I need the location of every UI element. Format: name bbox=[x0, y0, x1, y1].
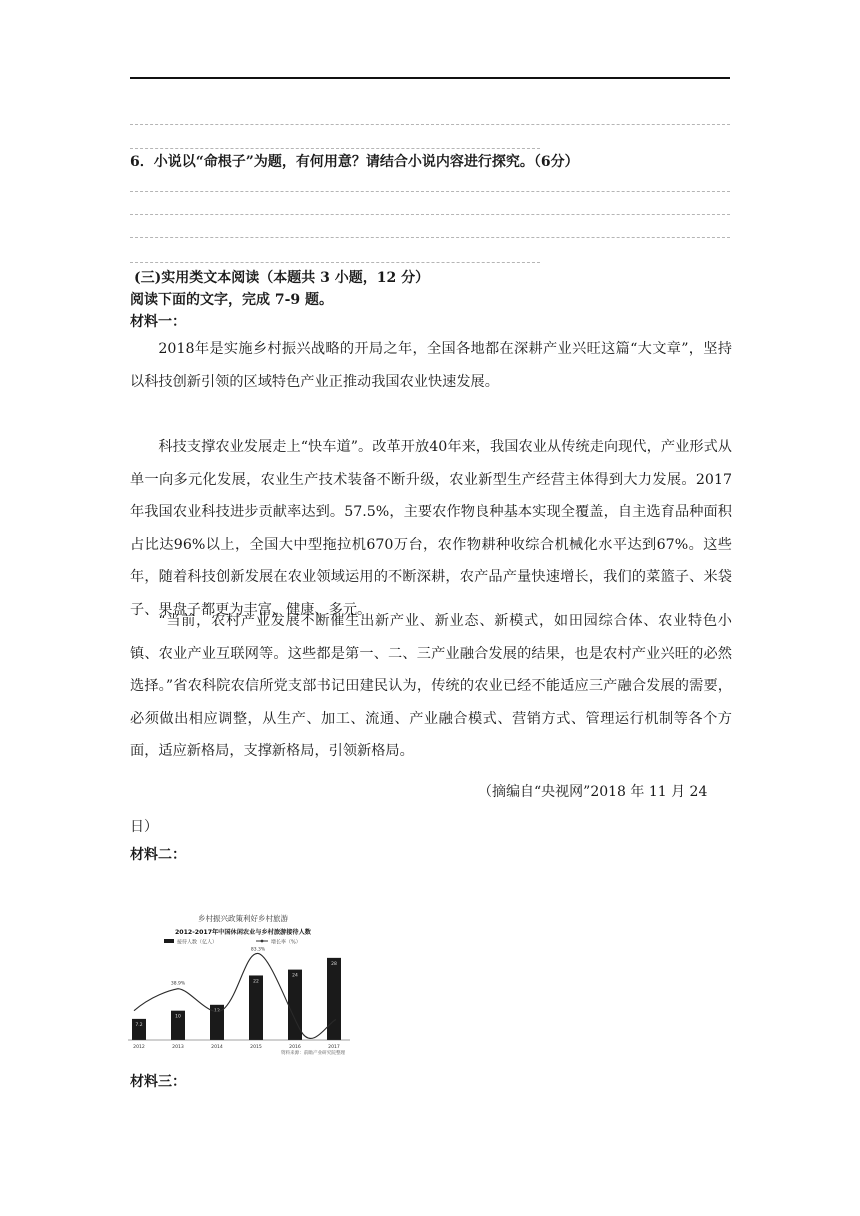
x-tick-label: 2015 bbox=[250, 1045, 262, 1050]
line-value-label: 83.3% bbox=[250, 947, 266, 953]
material-2-label: 材料二： bbox=[130, 847, 186, 863]
chart-subtitle: 2012-2017年中国休闲农业与乡村旅游接待人数 bbox=[174, 929, 312, 936]
x-tick-label: 2016 bbox=[289, 1045, 301, 1050]
tourism-chart bbox=[128, 908, 358, 1058]
bar-value-label: 12 bbox=[214, 1008, 220, 1014]
material-1-paragraph: “当前，农村产业发展不断催生出新产业、新业态、新模式，如田园综合体、农业特色小镇、农业产业互联网等。这些都是第一、二、三产业融合发展的结果，也是农村产业兴旺的必然选择。”省农科院农信所党支部书记田建民认为，传统的农业已经不能适应三产融合发展的需要，必须做出相应调整，从生产、加工、流通、产业融合模式、营销方式、管理运行机制等各个方面，适应新格局，支撑新格局，引领新格局。 bbox=[130, 613, 732, 760]
answer-line bbox=[130, 214, 730, 215]
x-tick-label: 2017 bbox=[328, 1045, 340, 1050]
question-6: 6．小说以“命根子”为题，有何用意？请结合小说内容进行探究。（6分） bbox=[130, 154, 579, 170]
chart-bar bbox=[327, 958, 341, 1040]
material-3-label: 材料三： bbox=[130, 1074, 186, 1090]
answer-line bbox=[130, 148, 540, 149]
legend-line-marker bbox=[261, 940, 264, 943]
bar-value-label: 7.2 bbox=[135, 1022, 143, 1028]
bar-value-label: 28 bbox=[331, 961, 337, 967]
bar-value-label: 24 bbox=[292, 973, 298, 979]
answer-line bbox=[130, 124, 730, 125]
x-tick-label: 2012 bbox=[133, 1045, 145, 1050]
answer-line bbox=[130, 262, 540, 263]
material-1-source-cont: 日） bbox=[130, 819, 158, 835]
chart-source: 资料来源：前瞻产业研究院整理 bbox=[280, 1051, 346, 1056]
instruction: 阅读下面的文字，完成 7-9 题。 bbox=[130, 292, 334, 308]
answer-line bbox=[130, 191, 730, 192]
bar-value-label: 10 bbox=[175, 1014, 181, 1020]
answer-line bbox=[130, 237, 730, 238]
material-1-source: （摘编自“央视网”2018 年 11 月 24 bbox=[478, 784, 708, 800]
bar-value-label: 22 bbox=[253, 979, 259, 985]
chart-bar bbox=[249, 975, 263, 1040]
x-tick-label: 2014 bbox=[211, 1045, 223, 1050]
line-value-label: 38.9% bbox=[170, 981, 186, 987]
material-1-paragraph: 科技支撑农业发展走上“快车道”。改革开放40年来，我国农业从传统走向现代，产业形式从单一向多元化发展，农业生产技术装备不断升级，农业新型生产经营主体得到大力发展。2017年我国农业科技进步贡献率达到。57.5%，主要农作物良种基本实现全覆盖，自主选育品种面积占比达96%以上，全国大中型拖拉机670万台，农作物耕种收综合机械化水平达到67%。这些年，随着科技创新发展在农业领域运用的不断深耕，农产品产量快速增长，我们的菜篮子、米袋子、果盘子都更为丰富、健康、多元。 bbox=[130, 439, 732, 618]
answer-line bbox=[130, 77, 730, 79]
material-1-paragraph: 2018年是实施乡村振兴战略的开局之年，全国各地都在深耕产业兴旺这篇“大文章”，坚持以科技创新引领的区域特色产业正推动我国农业快速发展。 bbox=[130, 341, 732, 390]
legend-bar-label: 接待人数（亿人） bbox=[177, 939, 218, 946]
x-tick-label: 2013 bbox=[172, 1045, 184, 1050]
growth-rate-line bbox=[134, 953, 336, 1038]
legend-line-label: 增长率（%） bbox=[271, 939, 301, 946]
legend-bar-swatch bbox=[164, 939, 174, 943]
chart-title: 乡村振兴政策利好乡村旅游 bbox=[198, 914, 288, 923]
section-heading: (三)实用类文本阅读（本题共 3 小题，12 分） bbox=[134, 270, 430, 286]
material-1-label: 材料一： bbox=[130, 314, 186, 330]
